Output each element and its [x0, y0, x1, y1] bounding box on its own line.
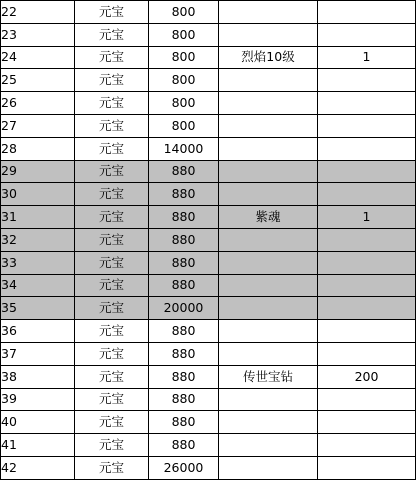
reward-item-cell — [219, 388, 318, 411]
reward-count-cell — [318, 183, 416, 206]
table-row — [1, 114, 416, 137]
table-row — [1, 183, 416, 206]
reward-item-cell: 传世宝钻 — [219, 365, 318, 388]
day-cell: 32 — [1, 228, 75, 251]
reward-item-cell — [219, 183, 318, 206]
currency-cell: 元宝 — [75, 23, 149, 46]
reward-count-cell: 1 — [318, 46, 416, 69]
table-row — [1, 206, 416, 229]
table-row — [1, 388, 416, 411]
amount-cell: 880 — [149, 434, 219, 457]
table-row — [1, 23, 416, 46]
reward-item-cell: 烈焰10级 — [219, 46, 318, 69]
reward-item-cell — [219, 137, 318, 160]
reward-count-cell — [318, 434, 416, 457]
currency-cell: 元宝 — [75, 46, 149, 69]
reward-count-cell: 1 — [318, 206, 416, 229]
day-cell: 27 — [1, 114, 75, 137]
currency-cell: 元宝 — [75, 92, 149, 115]
amount-cell: 880 — [149, 320, 219, 343]
amount-cell: 880 — [149, 228, 219, 251]
reward-count-cell — [318, 160, 416, 183]
table-row — [1, 92, 416, 115]
reward-count-cell — [318, 411, 416, 434]
amount-cell: 880 — [149, 251, 219, 274]
table-row — [1, 434, 416, 457]
amount-cell: 880 — [149, 342, 219, 365]
reward-table-body — [1, 1, 416, 480]
reward-count-cell — [318, 320, 416, 343]
day-cell: 29 — [1, 160, 75, 183]
reward-count-cell — [318, 23, 416, 46]
amount-cell: 880 — [149, 160, 219, 183]
amount-cell: 26000 — [149, 456, 219, 479]
amount-cell: 880 — [149, 274, 219, 297]
table-row — [1, 297, 416, 320]
amount-cell: 20000 — [149, 297, 219, 320]
table-row — [1, 274, 416, 297]
currency-cell: 元宝 — [75, 434, 149, 457]
currency-cell: 元宝 — [75, 251, 149, 274]
table-row — [1, 320, 416, 343]
day-cell: 38 — [1, 365, 75, 388]
reward-item-cell — [219, 69, 318, 92]
currency-cell: 元宝 — [75, 160, 149, 183]
reward-item-cell — [219, 274, 318, 297]
day-cell: 40 — [1, 411, 75, 434]
reward-item-cell — [219, 342, 318, 365]
amount-cell: 800 — [149, 1, 219, 24]
amount-cell: 880 — [149, 183, 219, 206]
currency-cell: 元宝 — [75, 388, 149, 411]
day-cell: 39 — [1, 388, 75, 411]
day-cell: 37 — [1, 342, 75, 365]
amount-cell: 880 — [149, 206, 219, 229]
reward-item-cell — [219, 297, 318, 320]
day-cell: 36 — [1, 320, 75, 343]
currency-cell: 元宝 — [75, 342, 149, 365]
table-row — [1, 1, 416, 24]
table-row — [1, 365, 416, 388]
reward-count-cell — [318, 274, 416, 297]
currency-cell: 元宝 — [75, 183, 149, 206]
currency-cell: 元宝 — [75, 206, 149, 229]
reward-item-cell — [219, 92, 318, 115]
reward-item-cell — [219, 1, 318, 24]
amount-cell: 800 — [149, 114, 219, 137]
currency-cell: 元宝 — [75, 228, 149, 251]
day-cell: 41 — [1, 434, 75, 457]
reward-item-cell — [219, 411, 318, 434]
day-cell: 26 — [1, 92, 75, 115]
amount-cell: 800 — [149, 92, 219, 115]
currency-cell: 元宝 — [75, 297, 149, 320]
amount-cell: 880 — [149, 411, 219, 434]
day-cell: 25 — [1, 69, 75, 92]
day-cell: 34 — [1, 274, 75, 297]
currency-cell: 元宝 — [75, 69, 149, 92]
table-row — [1, 69, 416, 92]
table-row — [1, 160, 416, 183]
reward-item-cell — [219, 160, 318, 183]
reward-count-cell — [318, 251, 416, 274]
table-row — [1, 137, 416, 160]
currency-cell: 元宝 — [75, 456, 149, 479]
reward-item-cell: 紫魂 — [219, 206, 318, 229]
reward-item-cell — [219, 114, 318, 137]
amount-cell: 14000 — [149, 137, 219, 160]
reward-count-cell — [318, 388, 416, 411]
reward-item-cell — [219, 320, 318, 343]
amount-cell: 800 — [149, 46, 219, 69]
amount-cell: 800 — [149, 23, 219, 46]
reward-count-cell — [318, 69, 416, 92]
amount-cell: 880 — [149, 365, 219, 388]
reward-count-cell — [318, 1, 416, 24]
day-cell: 42 — [1, 456, 75, 479]
table-row — [1, 228, 416, 251]
currency-cell: 元宝 — [75, 320, 149, 343]
day-cell: 23 — [1, 23, 75, 46]
amount-cell: 880 — [149, 388, 219, 411]
currency-cell: 元宝 — [75, 114, 149, 137]
reward-count-cell — [318, 297, 416, 320]
currency-cell: 元宝 — [75, 411, 149, 434]
day-cell: 22 — [1, 1, 75, 24]
table-row — [1, 46, 416, 69]
day-cell: 31 — [1, 206, 75, 229]
day-cell: 35 — [1, 297, 75, 320]
amount-cell: 800 — [149, 69, 219, 92]
table-row — [1, 251, 416, 274]
reward-count-cell — [318, 114, 416, 137]
reward-item-cell — [219, 23, 318, 46]
reward-count-cell — [318, 137, 416, 160]
day-cell: 33 — [1, 251, 75, 274]
table-row — [1, 411, 416, 434]
reward-item-cell — [219, 228, 318, 251]
reward-count-cell — [318, 92, 416, 115]
day-cell: 28 — [1, 137, 75, 160]
table-row — [1, 342, 416, 365]
reward-count-cell — [318, 342, 416, 365]
reward-count-cell — [318, 228, 416, 251]
currency-cell: 元宝 — [75, 274, 149, 297]
currency-cell: 元宝 — [75, 1, 149, 24]
day-cell: 24 — [1, 46, 75, 69]
reward-item-cell — [219, 251, 318, 274]
currency-cell: 元宝 — [75, 137, 149, 160]
currency-cell: 元宝 — [75, 365, 149, 388]
reward-item-cell — [219, 434, 318, 457]
day-cell: 30 — [1, 183, 75, 206]
reward-count-cell: 200 — [318, 365, 416, 388]
